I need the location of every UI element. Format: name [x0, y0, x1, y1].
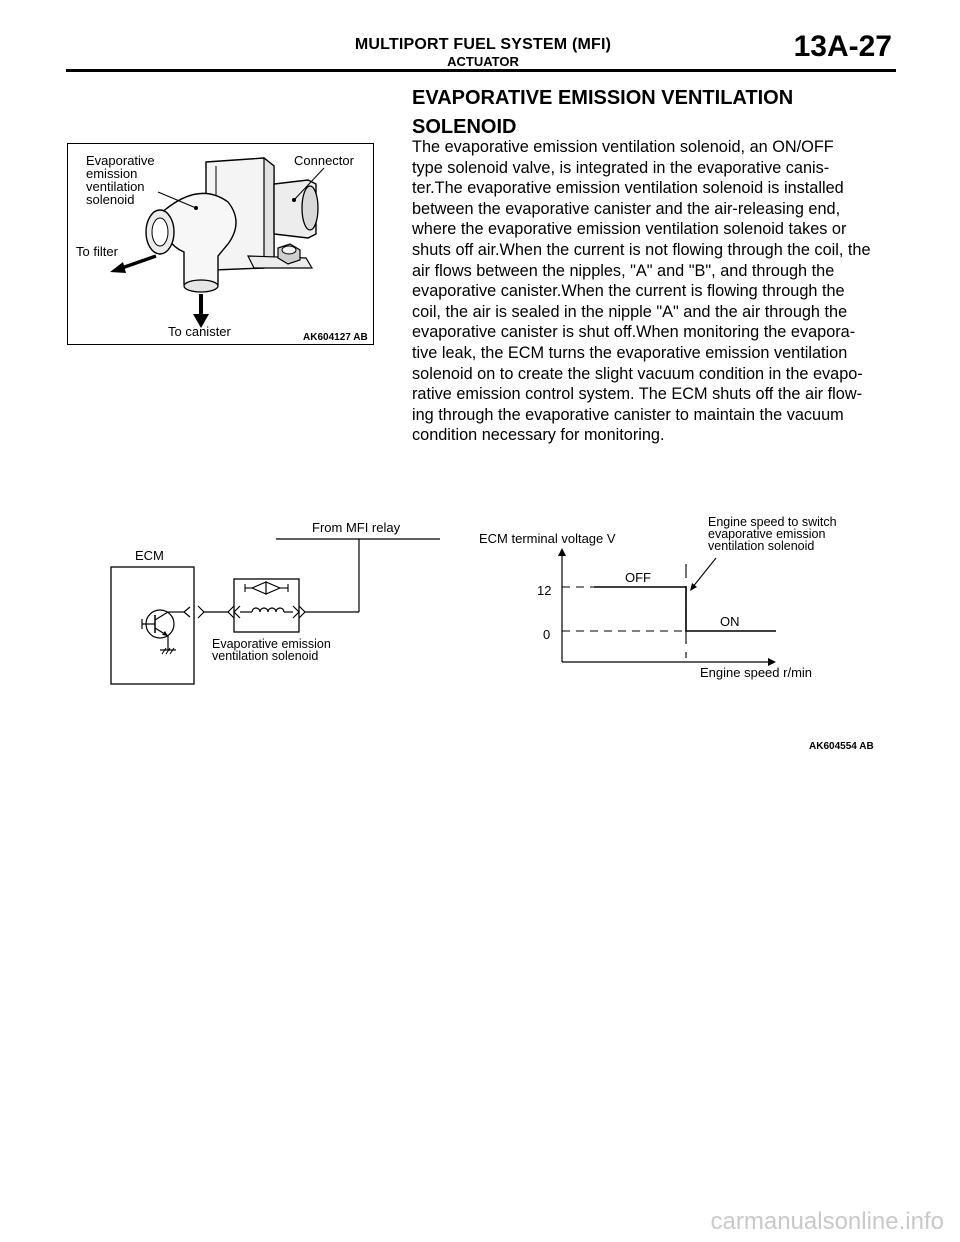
figure-code: AK604554 AB [809, 741, 874, 752]
page-number: 13A-27 [793, 30, 892, 63]
circuit-and-graph [100, 508, 890, 756]
graph-x-label: Engine speed r/min [700, 665, 813, 680]
solenoid-circuit-label: Evaporative emission ventilation solenoid [212, 637, 331, 663]
to-filter-label: To filter [76, 244, 118, 259]
graph-y-label: ECM terminal voltage V [479, 531, 616, 546]
y-tick-12: 12 [537, 583, 552, 598]
section-body: The evaporative emission ventilation solenoid, an ON/OFF type solenoid valve, is integrated in the evaporative canis- ter.The evaporative emission ventilation solenoid is installed between the evaporative canister and the air-releasing end, where the evaporative emission ventilation solenoid takes or shuts off air.When the current is not flowing through the coil, the air flows between the nipples, "A" and "B", and through the evaporative canister.When the current is flowing through the coil, the air is sealed in the nipple "A" and the air through the evaporative canister is shut off.When monitoring the evapora- tive leak, the ECM turns the evaporative emission ventilation solenoid on to create the slight vacuum condition in the evapo- rative emission control system. The ECM shuts off the air flow- ing through the evaporative canister to maintain the vacuum condition necessary for monitoring. [412, 138, 871, 445]
y-tick-0: 0 [543, 627, 551, 642]
solenoid-illustration [67, 143, 374, 345]
header-subtitle: ACTUATOR [447, 54, 519, 69]
off-label: OFF [625, 570, 651, 585]
valve-symbol [252, 582, 266, 594]
switch-annotation: Engine speed to switch evaporative emission ventilation solenoid [708, 515, 837, 553]
solenoid-label: Evaporative emission ventilation solenoid [86, 153, 155, 207]
ecm-box [111, 567, 194, 684]
to-canister-label: To canister [168, 324, 231, 339]
section-title: EVAPORATIVE EMISSION VENTILATION SOLENOID [412, 87, 794, 138]
connector-label: Connector [294, 153, 354, 168]
relay-label: From MFI relay [312, 520, 401, 535]
coil-symbol [252, 608, 284, 612]
figure-code: AK604127 AB [303, 332, 368, 343]
header-title: MULTIPORT FUEL SYSTEM (MFI) [354, 36, 612, 53]
voltage-trace [594, 587, 776, 631]
watermark: carmanualsonline.info [710, 1208, 944, 1235]
ecm-label: ECM [135, 548, 164, 563]
header-rule [66, 69, 896, 72]
on-label: ON [720, 614, 740, 629]
